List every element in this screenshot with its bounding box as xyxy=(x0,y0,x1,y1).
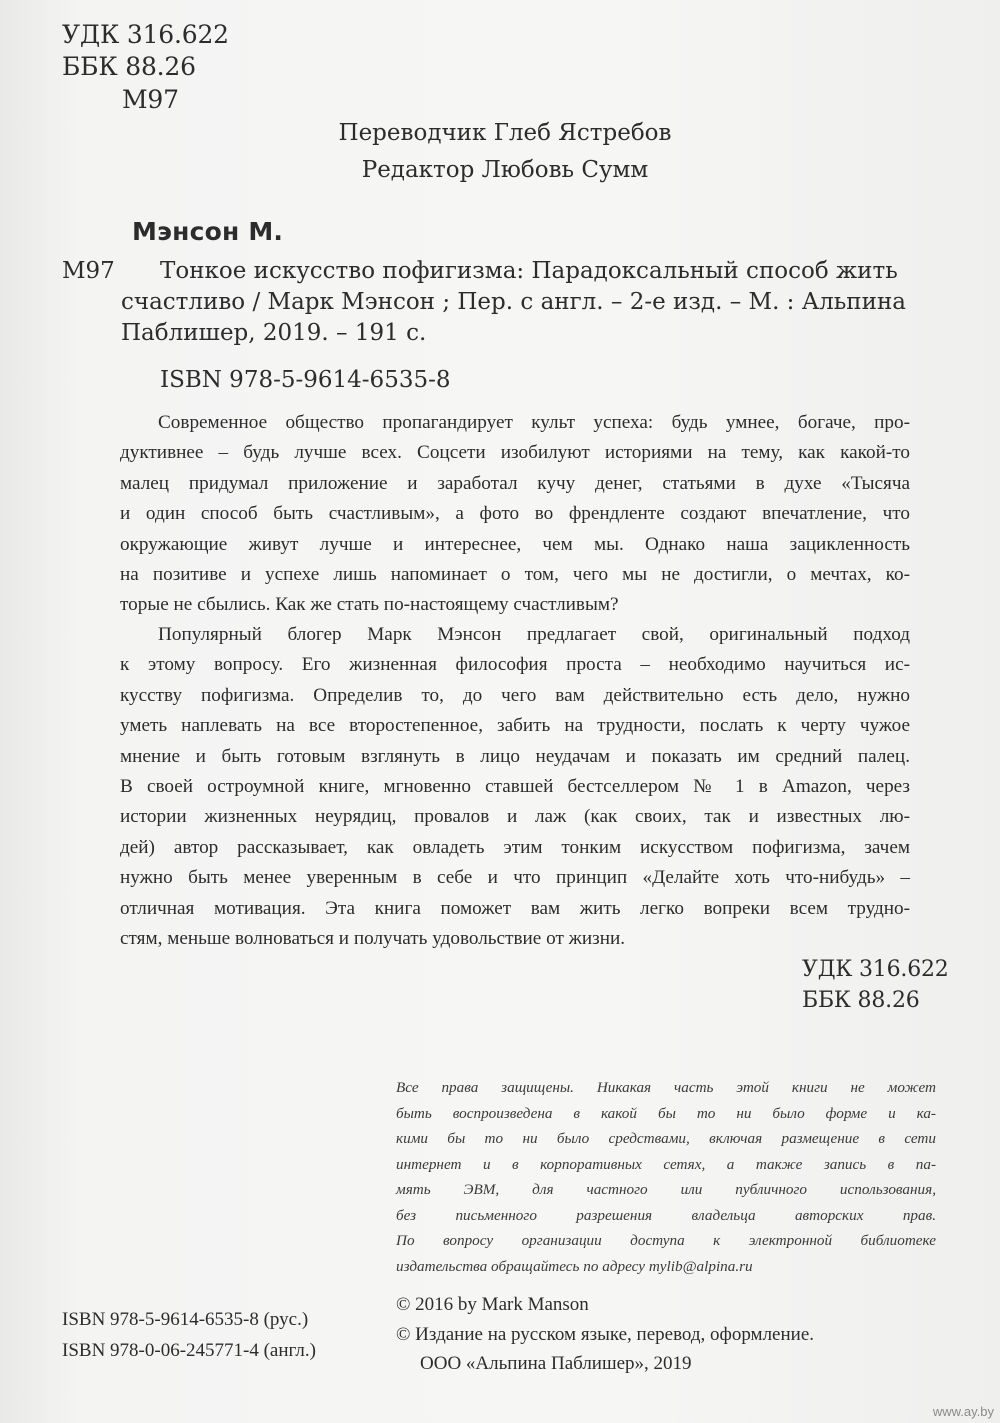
editor-credit: Редактор Любовь Сумм xyxy=(361,157,649,183)
rights-line: По вопросу организации доступа к электронной библиотеке xyxy=(396,1232,936,1249)
catalog-line: Тонкое искусство пофигизма: Парадоксальный способ жить xyxy=(160,258,898,284)
text-line: Популярный блогер Марк Мэнсон предлагает свой, оригинальный подход xyxy=(158,624,910,645)
text-line: уметь наплевать на все второстепенное, забить на трудности, послать к черту чужое xyxy=(120,715,910,737)
text-line: торые не сбылись. Как же стать по-настоящему счастливым? xyxy=(120,594,619,616)
udk-index: УДК 316.622 xyxy=(62,20,229,49)
catalog-line: Паблишер, 2019. – 191 с. xyxy=(121,320,427,346)
catalog-author: Мэнсон М. xyxy=(132,217,284,246)
copyright-russian-edition: © Издание на русском языке, перевод, оформление. xyxy=(396,1324,815,1345)
site-watermark: www.ay.by xyxy=(932,1404,994,1419)
rights-line: интернет и в корпоративных сетях, а также запись в па- xyxy=(396,1155,936,1173)
catalog-line: счастливо / Марк Мэнсон ; Пер. с англ. – 2-е изд. – М. : Альпина xyxy=(121,289,906,315)
text-line: к этому вопросу. Его жизненная философия проста – необходимо научиться ис- xyxy=(120,654,910,676)
text-line: стям, меньше волноваться и получать удовольствие от жизни. xyxy=(120,928,626,950)
bbk-index: ББК 88.26 xyxy=(62,52,196,81)
copyright-publisher: ООО «Альпина Паблишер», 2019 xyxy=(420,1353,692,1374)
text-line: дей) автор рассказывает, как овладеть этим тонким искусством пофигизма, зачем xyxy=(120,836,910,858)
rights-notice xyxy=(396,1075,936,1279)
annotation-paragraph-1 xyxy=(120,408,910,621)
isbn-english: ISBN 978-0-06-245771-4 (англ.) xyxy=(62,1340,316,1361)
text-line: и один способ быть счастливым», а фото во френдленте создают впечатление, что xyxy=(120,503,910,525)
isbn-russian: ISBN 978-5-9614-6535-8 (рус.) xyxy=(62,1309,309,1330)
text-line: нужно быть менее уверенным в себе и что принцип «Делайте хоть что-нибудь» – xyxy=(120,867,910,889)
text-line: на позитиве и успехе лишь напоминает о том, чего мы не достигли, о мечтах, ко- xyxy=(120,564,910,586)
text-line: мнение и быть готовым взглянуть в лицо неудачам и показать им средний палец. xyxy=(120,745,910,767)
text-line: Современное общество пропагандирует культ успеха: будь умнее, богаче, про- xyxy=(158,412,910,433)
text-line: В своей остроумной книге, мгновенно ставшей бестселлером № 1 в Amazon, через xyxy=(120,776,910,798)
annotation-paragraph-2 xyxy=(120,620,910,954)
text-line: истории жизненных неурядиц, провалов и лаж (как своих, так и известных лю- xyxy=(120,806,910,828)
translator-credit: Переводчик Глеб Ястребов xyxy=(338,120,672,146)
copyright-original: © 2016 by Mark Manson xyxy=(396,1294,589,1315)
footer-udk-index: УДК 316.622 xyxy=(802,957,949,982)
text-line: отличная мотивация. Эта книга поможет вам жить легко вопреки всем трудно- xyxy=(120,897,910,919)
text-line: дуктивнее – будь лучше всех. Соцсети изобилуют историями на тему, как какой-то xyxy=(120,442,910,464)
text-line: кусству пофигизма. Определив то, до чего вам действительно есть дело, нужно xyxy=(120,684,910,706)
rights-line: издательства обращайтесь по адресу mylib@alpina.ru xyxy=(396,1257,753,1275)
author-mark: М97 xyxy=(122,85,179,114)
text-line: малец придумал приложение и заработал кучу денег, статьями в духе «Тысяча xyxy=(120,472,910,494)
rights-line: Все права защищены. Никакая часть этой книги не может xyxy=(396,1079,936,1096)
footer-bbk-index: ББК 88.26 xyxy=(802,988,920,1013)
rights-line: быть воспроизведена в какой бы то ни было форме и ка- xyxy=(396,1104,936,1122)
rights-line: кими бы то ни было средствами, включая размещение в сети xyxy=(396,1130,936,1147)
rights-line: мять ЭВМ, для частного или публичного использования, xyxy=(396,1181,936,1198)
catalog-mark: М97 xyxy=(62,258,115,284)
catalog-isbn: ISBN 978-5-9614-6535-8 xyxy=(160,367,451,393)
rights-line: без письменного разрешения владельца авторских прав. xyxy=(396,1206,936,1224)
text-line: окружающие живут лучше и интереснее, чем мы. Однако наша зацикленность xyxy=(120,533,910,555)
